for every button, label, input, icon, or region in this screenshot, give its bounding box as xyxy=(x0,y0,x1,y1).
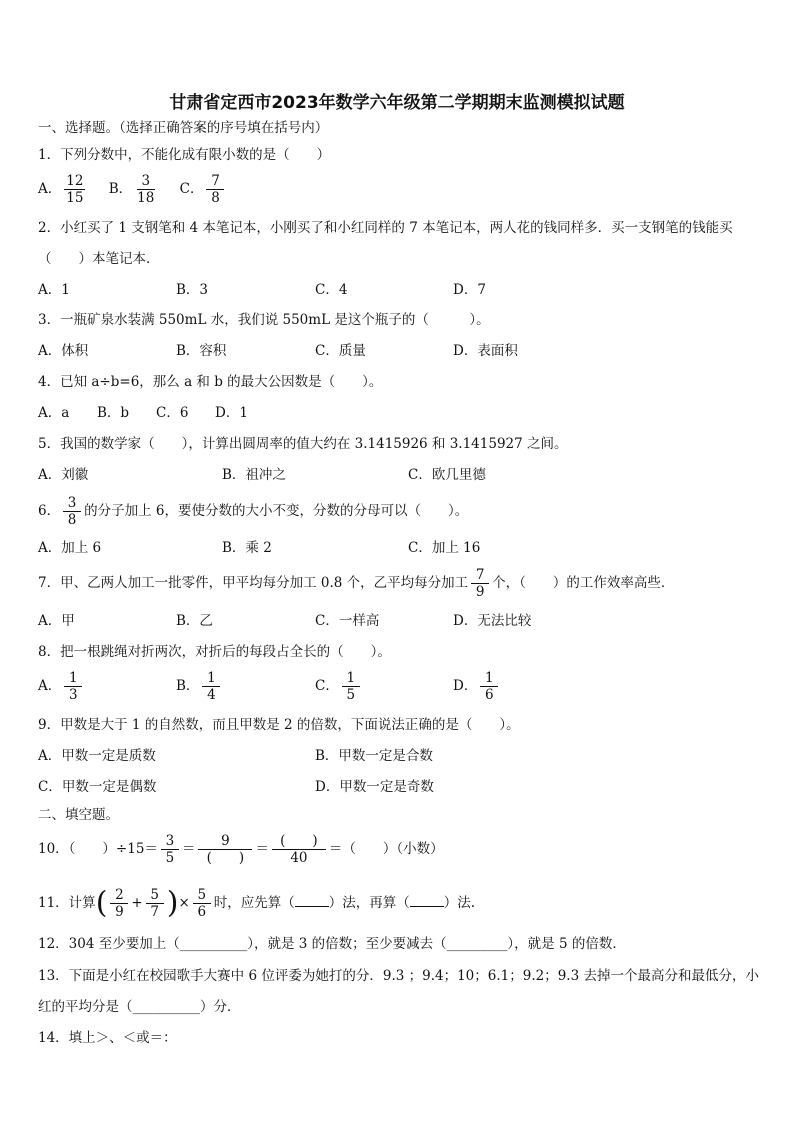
numerator: 3 xyxy=(137,174,155,190)
equals-sign: ＝ xyxy=(255,841,269,858)
question-7-option-a: A．甲 xyxy=(38,613,75,629)
option-a-label: A． xyxy=(38,181,62,198)
question-6-option-a: A．加上 6 xyxy=(38,540,102,556)
question-4-option-a: A．a xyxy=(38,405,70,421)
fraction xyxy=(206,174,224,205)
denominator: 5 xyxy=(346,687,356,704)
option-c-label: C． xyxy=(179,181,204,198)
denominator: 4 xyxy=(207,687,216,704)
close-paren: ) xyxy=(166,885,179,921)
question-3-option-b: B．容积 xyxy=(176,343,227,359)
fraction xyxy=(193,888,211,919)
numerator: 7 xyxy=(471,568,489,584)
denominator: 8 xyxy=(211,190,220,207)
question-1-stem: 1．下列分数中，不能化成有限小数的是（ ） xyxy=(38,147,331,163)
times-sign: × xyxy=(178,895,190,912)
question-8-option-b xyxy=(176,671,223,702)
numerator: 3 xyxy=(161,834,179,850)
question-2-stem-line2: （ ）本笔记本． xyxy=(38,251,160,267)
denominator: ( ) xyxy=(206,850,245,867)
question-text: 10．（ ）÷15＝ xyxy=(38,841,158,858)
numerator: 7 xyxy=(206,174,224,190)
question-13-stem-line2: 红的平均分是（__________）分． xyxy=(38,999,241,1015)
question-2-option-d: D．7 xyxy=(453,282,486,298)
denominator: 3 xyxy=(68,687,78,704)
question-5-option-b: B．祖冲之 xyxy=(222,467,286,483)
fraction xyxy=(146,888,164,919)
question-7-option-c: C．一样高 xyxy=(315,613,380,629)
numerator: 5 xyxy=(193,888,211,904)
equals-sign: ＝ xyxy=(181,841,196,858)
plus-sign: + xyxy=(131,895,143,912)
question-9-option-c: C．甲数一定是偶数 xyxy=(38,779,157,795)
denominator: 8 xyxy=(67,512,77,529)
numerator: 12 xyxy=(66,173,84,189)
question-9-stem: 9．甲数是大于 1 的自然数，而且甲数是 2 的倍数，下面说法正确的是（ ）。 xyxy=(38,717,520,733)
fraction xyxy=(63,496,81,527)
option-b-label: B． xyxy=(108,181,133,198)
numerator: 2 xyxy=(110,888,128,904)
denominator: 15 xyxy=(66,190,84,207)
question-6-option-c: C．加上 16 xyxy=(408,540,481,556)
fraction xyxy=(272,834,326,865)
section-choice-heading: 一、选择题。（选择正确答案的序号填在括号内） xyxy=(38,120,329,136)
question-8-stem: 8．把一根跳绳对折两次，对折后的每段占全长的（ ）。 xyxy=(38,644,391,660)
fraction xyxy=(161,834,179,865)
numerator: 9 xyxy=(198,834,252,850)
denominator: 9 xyxy=(475,584,485,601)
question-7-option-b: B．乙 xyxy=(176,613,213,629)
question-8-option-a xyxy=(38,671,85,702)
question-text: ）法. xyxy=(443,895,476,912)
question-4-option-c: C．6 xyxy=(156,405,189,421)
option-label: C． xyxy=(315,678,339,695)
question-1-options xyxy=(38,174,227,205)
fraction xyxy=(64,671,82,702)
question-5-option-c: C．欧几里德 xyxy=(408,467,486,483)
question-2-stem-line1: 2．小红买了 1 支钢笔和 4 本笔记本，小刚买了和小红同样的 7 本笔记本，两人花的钱同样多．买一支钢笔的钱能买 xyxy=(38,220,733,236)
question-text: 时，应先算（ xyxy=(213,895,295,912)
page-title: 甘肃省定西市2023年数学六年级第二学期期末监测模拟试题 xyxy=(169,93,625,113)
question-12-stem: 12．304 至少要加上（__________），就是 3 的倍数；至少要减去（_________），就是 5 的倍数． xyxy=(38,936,626,952)
question-13-stem-line1: 13．下面是小红在校园歌手大赛中 6 位评委为她打的分．9.3 ；9.4；10；6.1；9.2；9.3 去掉一个最高分和最低分，小 xyxy=(38,968,759,984)
question-number: 6． xyxy=(38,503,61,520)
numerator: 1 xyxy=(480,671,498,687)
denominator: 40 xyxy=(290,850,308,867)
question-9-option-b: B．甲数一定是合数 xyxy=(315,748,433,764)
question-3-option-c: C．质量 xyxy=(315,343,366,359)
question-14-stem: 14．填上＞、＜或＝： xyxy=(38,1030,177,1046)
numerator: 1 xyxy=(342,671,360,687)
denominator: 6 xyxy=(197,904,207,921)
question-6-option-b: B．乘 2 xyxy=(222,540,272,556)
fraction xyxy=(110,888,128,919)
question-4-stem: 4．已知 a÷b=6，那么 a 和 b 的最大公因数是（ ）。 xyxy=(38,374,383,390)
option-label: B． xyxy=(176,678,200,695)
question-2-option-b: B．3 xyxy=(176,282,209,298)
question-8-option-c xyxy=(315,671,363,702)
question-5-stem: 5．我国的数学家（ ），计算出圆周率的值大约在 3.1415926 和 3.1415927 之间。 xyxy=(38,436,568,452)
question-9-option-a: A．甲数一定是质数 xyxy=(38,748,156,764)
question-7-option-d: D．无法比较 xyxy=(453,613,532,629)
fraction xyxy=(480,671,498,702)
denominator: 5 xyxy=(165,850,175,867)
option-label: D． xyxy=(453,678,478,695)
numerator: 5 xyxy=(146,888,164,904)
denominator: 18 xyxy=(137,190,155,207)
question-9-option-d: D．甲数一定是奇数 xyxy=(315,779,434,795)
fraction xyxy=(64,174,85,205)
question-7-stem xyxy=(38,568,674,599)
fraction xyxy=(198,834,252,865)
question-2-option-c: C．4 xyxy=(315,282,348,298)
numerator: 1 xyxy=(64,671,82,687)
denominator: 6 xyxy=(485,687,494,704)
question-10-stem xyxy=(38,834,444,865)
section-fill-heading: 二、填空题。 xyxy=(38,807,119,823)
question-text: 的分子加上 6，要使分数的大小不变，分数的分母可以（ ）。 xyxy=(84,503,469,520)
question-2-option-a: A．1 xyxy=(38,282,70,298)
answer-blank xyxy=(295,894,329,907)
numerator: 3 xyxy=(63,496,81,512)
fraction xyxy=(202,671,220,702)
denominator: 7 xyxy=(150,904,160,921)
question-8-option-d xyxy=(453,671,501,702)
numerator: 1 xyxy=(202,671,220,687)
answer-blank xyxy=(410,894,444,907)
fraction xyxy=(471,568,489,599)
question-4-option-b: B．b xyxy=(97,405,130,421)
question-5-option-a: A．刘徽 xyxy=(38,467,89,483)
question-3-stem: 3．一瓶矿泉水装满 550mL 水，我们说 550mL 是这个瓶子的（ ）。 xyxy=(38,312,490,328)
question-text: 个，（ ）的工作效率高些． xyxy=(492,575,675,592)
fraction xyxy=(135,174,156,205)
fraction xyxy=(342,671,360,702)
question-text: 11．计算 xyxy=(38,895,96,912)
question-3-option-a: A．体积 xyxy=(38,343,89,359)
question-4-option-d: D．1 xyxy=(215,405,248,421)
question-text: ＝（ ）（小数） xyxy=(328,841,444,858)
question-6-stem xyxy=(38,496,468,527)
question-3-option-d: D．表面积 xyxy=(453,343,518,359)
question-11-stem xyxy=(38,885,476,921)
denominator: 9 xyxy=(115,904,124,921)
question-text: ）法，再算（ xyxy=(328,895,410,912)
numerator: ( ) xyxy=(272,834,326,850)
open-paren: ( xyxy=(95,885,108,921)
option-label: A． xyxy=(38,678,62,695)
question-text: 7．甲、乙两人加工一批零件，甲平均每分加工 0.8 个，乙平均每分加工 xyxy=(38,575,469,592)
